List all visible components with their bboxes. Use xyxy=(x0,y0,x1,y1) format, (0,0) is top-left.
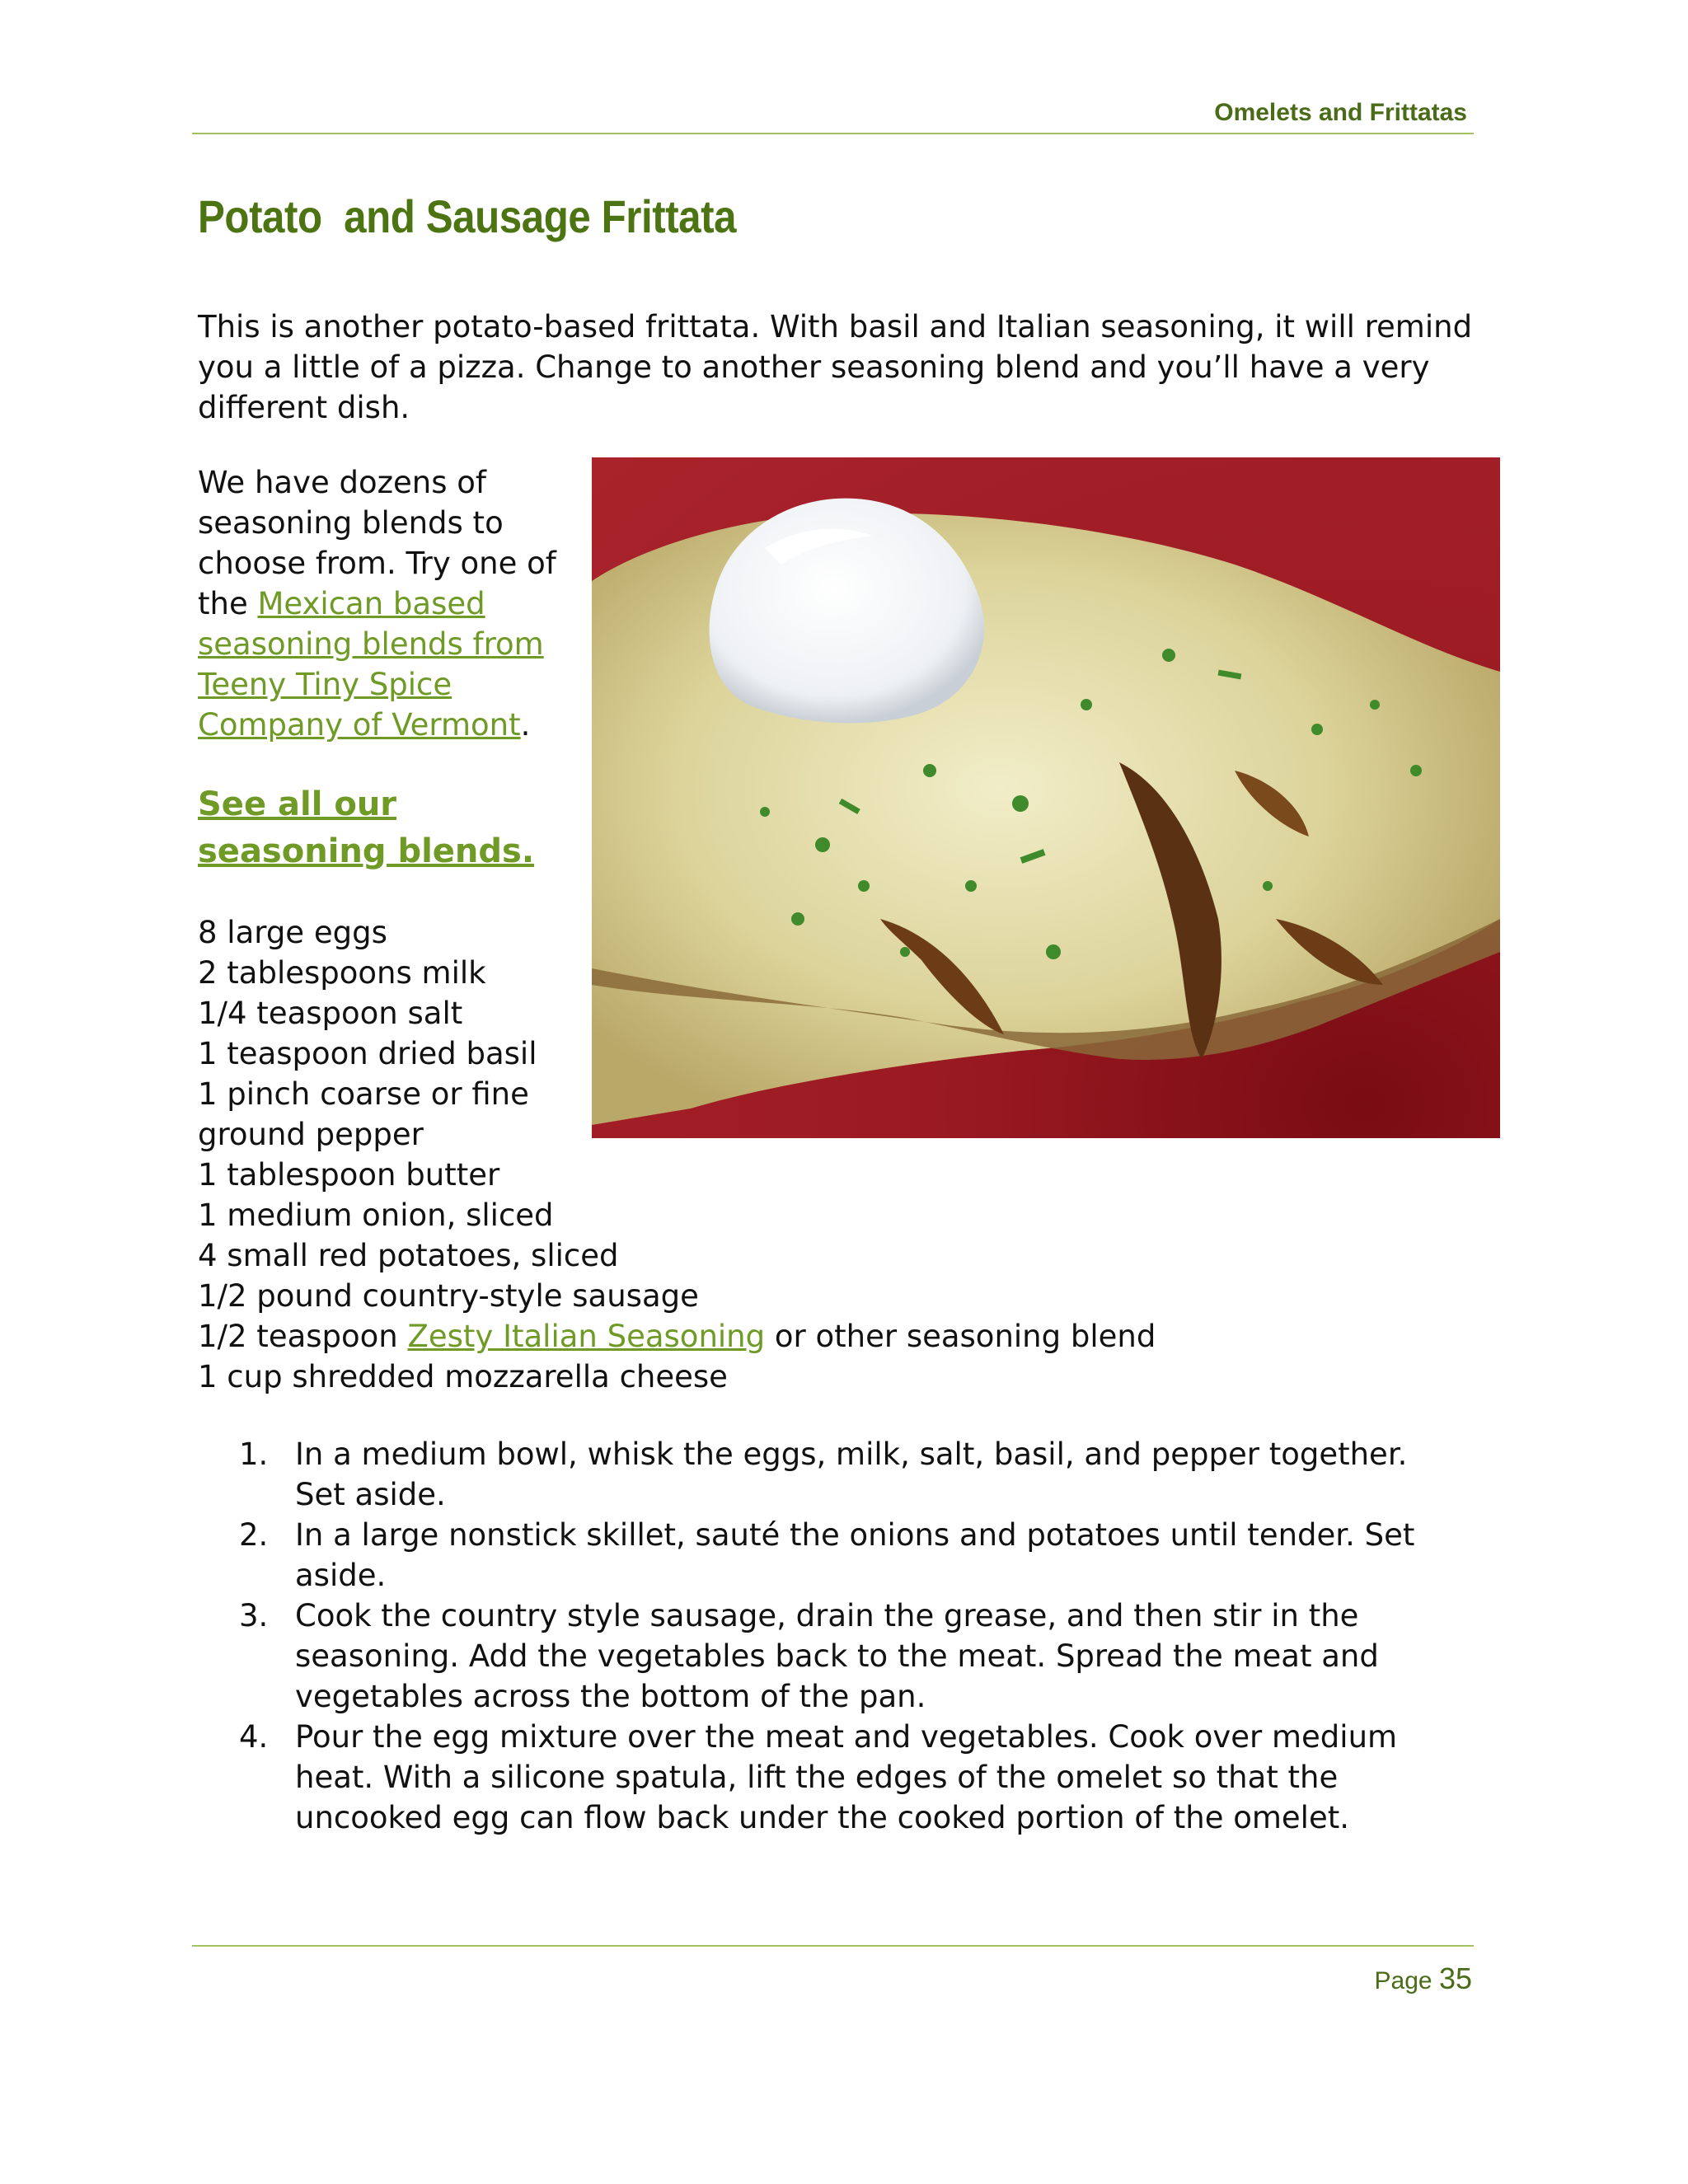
step-text: In a large nonstick skillet, sauté the onions and potatoes until tender. Set aside. xyxy=(295,1517,1415,1593)
step-number: 2. xyxy=(239,1517,269,1553)
step-text: Pour the egg mixture over the meat and vegetables. Cook over medium heat. With a silicone spatula, lift the edges of the omelet so that the uncooked egg can flow back under the cooked portion of the omelet. xyxy=(295,1719,1398,1835)
step-number: 3. xyxy=(239,1598,269,1633)
page-label: Page xyxy=(1374,1967,1432,1994)
header-rule xyxy=(192,133,1474,134)
ingredient-item: 1/2 pound country-style sausage xyxy=(198,1278,699,1314)
ingredient-item: 4 small red potatoes, sliced xyxy=(198,1238,619,1273)
promo-period: . xyxy=(520,707,531,743)
ingredient-item: 8 large eggs xyxy=(198,915,387,950)
ingredient-item-seasoning xyxy=(198,1316,1352,1357)
ingredient-item: 1 cup shredded mozzarella cheese xyxy=(198,1359,728,1394)
step-text: In a medium bowl, whisk the eggs, milk, salt, basil, and pepper together. Set aside. xyxy=(295,1436,1408,1512)
mexican-blends-link[interactable]: Mexican based seasoning blends from Teeny Tiny Spice Company of Vermont xyxy=(198,586,544,743)
running-header: Omelets and Frittatas xyxy=(1214,99,1467,126)
step-number: 1. xyxy=(239,1436,269,1472)
recipe-title: Potato and Sausage Frittata xyxy=(198,190,737,242)
ingredient-item: 1 tablespoon butter xyxy=(198,1157,500,1193)
ingredient-item: 1 medium onion, sliced xyxy=(198,1197,554,1233)
ingredient-item: 1 pinch coarse or fine xyxy=(198,1076,529,1112)
step-number: 4. xyxy=(239,1719,269,1755)
ingredient-item: 2 tablespoons milk xyxy=(198,955,486,991)
see-all-blends-link[interactable]: See all our seasoning blends. xyxy=(198,785,535,870)
zesty-italian-link[interactable]: Zesty Italian Seasoning xyxy=(407,1319,766,1354)
footer-rule xyxy=(192,1945,1474,1947)
instruction-step xyxy=(239,1596,1459,1717)
instruction-step xyxy=(239,1717,1459,1838)
instructions-list xyxy=(239,1434,1459,1838)
ingredients-list xyxy=(198,912,1352,1397)
page-number xyxy=(1375,1961,1472,1996)
seasoning-amount: 1/2 teaspoon xyxy=(198,1319,408,1354)
recipe-intro: This is another potato-based frittata. With basil and Italian seasoning, it will remind you a little of a pizza. Change to another seasoning blend and you’ll have a very different dish. xyxy=(198,309,1473,425)
ingredient-item: 1/4 teaspoon salt xyxy=(198,996,463,1031)
ingredient-item: ground pepper xyxy=(198,1117,424,1152)
seasoning-alternative: or other seasoning blend xyxy=(765,1319,1156,1354)
seasoning-promo xyxy=(198,462,577,745)
step-text: Cook the country style sausage, drain the grease, and then stir in the seasoning. Add the vegetables back to the meat. Spread the meat and vegetables across the bottom of the pan. xyxy=(295,1598,1379,1714)
promo-text: We have dozens of seasoning blends to choose from. Try one of the xyxy=(198,465,556,621)
page-number-value: 35 xyxy=(1438,1961,1472,1995)
instruction-step xyxy=(239,1515,1459,1596)
ingredient-item: 1 teaspoon dried basil xyxy=(198,1036,537,1071)
instruction-step xyxy=(239,1434,1459,1515)
